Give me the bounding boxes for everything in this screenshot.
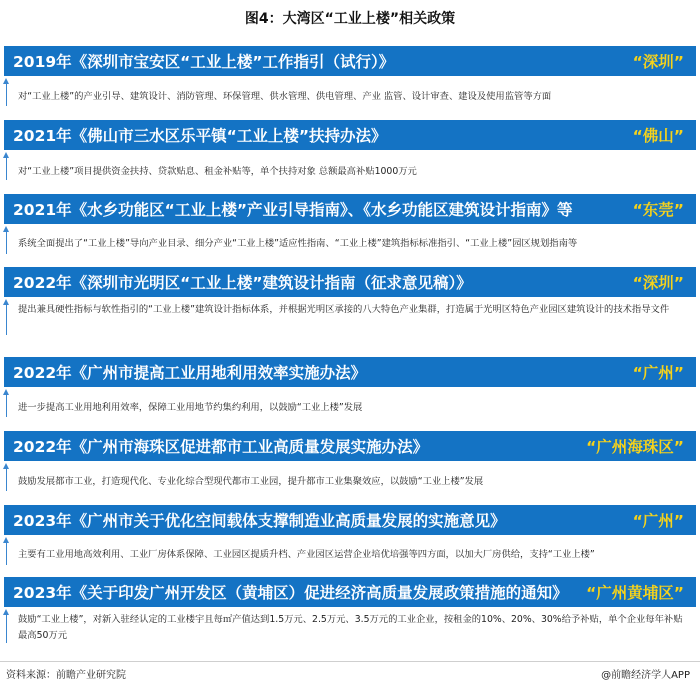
policy-description: 鼓励“工业上楼”，对新入驻经认定的工业楼宇且每㎡产值达到1.5万元、2.5万元、3.5万元的工业企业，按租金的10%、20%、30%给予补贴，单个企业每年补贴最高50万元 bbox=[18, 614, 683, 641]
policy-region: “广州” bbox=[632, 364, 684, 382]
policy-description: 进一步提高工业用地利用效率，保障工业用地节约集约利用，以鼓励“工业上楼”发展 bbox=[18, 402, 363, 413]
policy-region: “深圳” bbox=[632, 274, 684, 292]
policy-title: 2019年《深圳市宝安区“工业上楼”工作指引（试行）》 bbox=[13, 53, 395, 71]
figure-title: 图4：大湾区“工业上楼”相关政策 bbox=[244, 11, 456, 27]
policy-description: 对“工业上楼”项目提供资金扶持、贷款贴息、租金补贴等，单个扶持对象 总额最高补贴1000万元 bbox=[18, 166, 417, 177]
policy-title: 2022年《深圳市光明区“工业上楼”建筑设计指南（征求意见稿）》 bbox=[13, 274, 472, 292]
policy-description: 主要有工业用地高效利用、工业厂房体系保障、工业园区提质升档、产业园区运营企业培优培强等四方面，以加大厂房供给，支持“工业上楼” bbox=[18, 549, 595, 560]
policy-banner bbox=[4, 267, 696, 297]
policy-region: “佛山” bbox=[632, 127, 684, 145]
policy-banner bbox=[4, 120, 696, 150]
policy-banner bbox=[4, 46, 696, 76]
policy-banner bbox=[4, 194, 696, 224]
policy-description: 系统全面提出了“工业上楼”导向产业目录、细分产业“工业上楼”适应性指南、“工业上楼”建筑指标标准指引、“工业上楼”园区规划指南等 bbox=[18, 238, 578, 249]
brand-watermark: @前瞻经济学人APP bbox=[601, 670, 690, 681]
policy-region: “广州” bbox=[632, 512, 684, 530]
source-note: 资料来源：前瞻产业研究院 bbox=[6, 670, 126, 681]
policy-title: 2021年《水乡功能区“工业上楼”产业引导指南》、《水乡功能区建筑设计指南》等 bbox=[13, 201, 573, 219]
policy-title: 2023年《关于印发广州开发区（黄埔区）促进经济高质量发展政策措施的通知》 bbox=[13, 584, 568, 602]
policy-banner bbox=[4, 577, 696, 607]
policy-description: 对“工业上楼”的产业引导、建筑设计、消防管理、环保管理、供水管理、供电管理、产业 监管、设计审查、建设及使用监管等方面 bbox=[18, 91, 552, 102]
policy-region: “深圳” bbox=[632, 53, 684, 71]
policy-title: 2022年《广州市提高工业用地利用效率实施办法》 bbox=[13, 364, 367, 382]
policy-banner bbox=[4, 505, 696, 535]
policy-region: “东莞” bbox=[632, 201, 684, 219]
policy-description: 鼓励发展都市工业，打造现代化、专业化综合型现代都市工业园，提升都市工业集聚效应，以鼓励“工业上楼”发展 bbox=[18, 476, 484, 487]
footer-divider bbox=[0, 661, 700, 662]
policy-title: 2023年《广州市关于优化空间载体支撑制造业高质量发展的实施意见》 bbox=[13, 512, 506, 530]
policy-title: 2021年《佛山市三水区乐平镇“工业上楼”扶持办法》 bbox=[13, 127, 387, 145]
policy-region: “广州海珠区” bbox=[586, 438, 684, 456]
policy-banner bbox=[4, 431, 696, 461]
policy-region: “广州黄埔区” bbox=[586, 584, 684, 602]
policy-title: 2022年《广州市海珠区促进都市工业高质量发展实施办法》 bbox=[13, 438, 429, 456]
policy-description: 提出兼具硬性指标与软性指引的“工业上楼”建筑设计指标体系，并根据光明区承接的八大特色产业集群，打造属于光明区特色产业园区建筑设计的技术指导文件 bbox=[18, 304, 670, 315]
policy-banner bbox=[4, 357, 696, 387]
